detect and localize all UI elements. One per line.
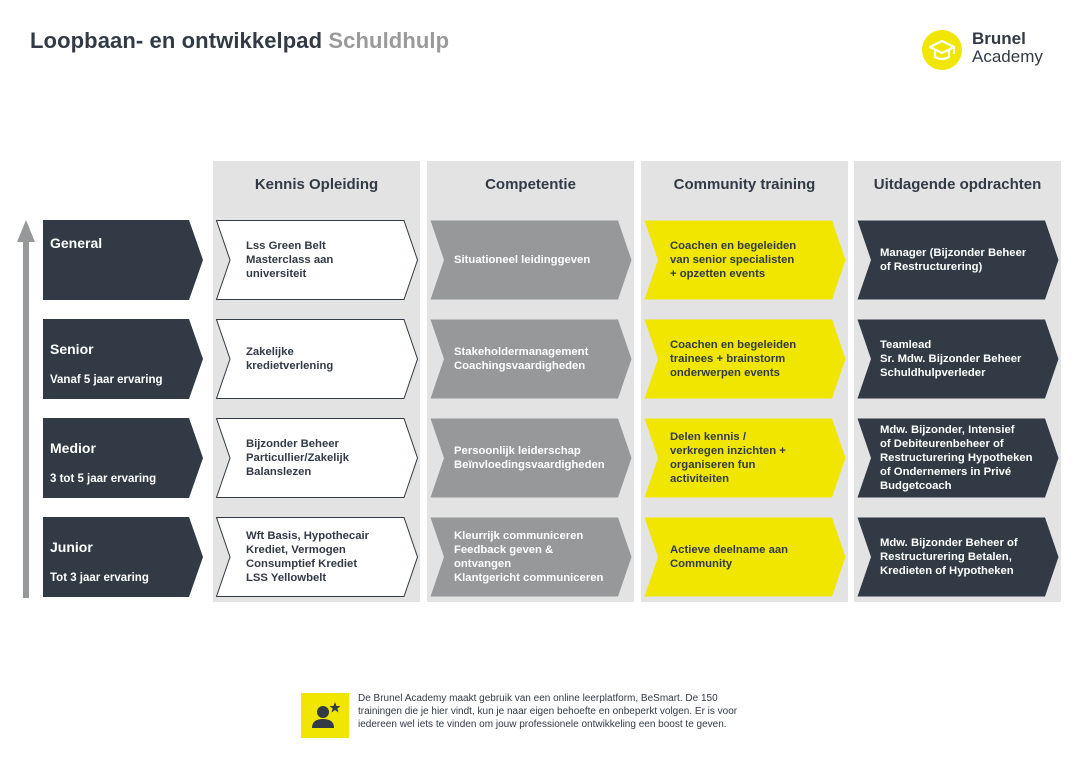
title-main: Loopbaan- en ontwikkelpad — [30, 28, 323, 53]
competentie-box — [430, 418, 632, 498]
community-box — [644, 319, 846, 399]
community-box-text: Coachen en begeleiden trainees + brainstorm onderwerpen events — [670, 339, 797, 379]
opdrachten-box — [857, 220, 1059, 300]
competentie-box-text: Stakeholdermanagement Coachingsvaardigheden — [454, 346, 589, 372]
progression-arrow-icon — [16, 220, 36, 600]
kennis-box-text: Wft Basis, Hypothecair Krediet, Vermogen Consumptief Krediet LSS Yellowbelt — [246, 530, 370, 584]
competentie-box — [430, 220, 632, 300]
competentie-box-text: Situationeel leidinggeven — [454, 254, 591, 266]
community-box — [644, 517, 846, 597]
kennis-box-text: Lss Green Belt Masterclass aan universiteit — [246, 240, 334, 280]
graduation-cap-icon — [922, 30, 962, 70]
level-general — [43, 220, 203, 300]
opdrachten-box-text: Manager (Bijzonder Beheer of Restructurering) — [880, 247, 1027, 273]
opdrachten-box — [857, 418, 1059, 498]
competentie-box-text: Kleurrijk communiceren Feedback geven & ontvangen Klantgericht communiceren — [454, 530, 604, 584]
level-experience: 3 tot 5 jaar ervaring — [50, 473, 157, 485]
level-name: Junior — [50, 539, 93, 555]
community-box-text: Delen kennis / verkregen inzichten + organiseren fun activiteiten — [670, 431, 786, 485]
level-name: Senior — [50, 341, 94, 357]
opdrachten-box-text: Mdw. Bijzonder, Intensief of Debiteurenbeheer of Restructurering Hypotheken of Ondernemers in Privé Budgetcoach — [880, 424, 1033, 492]
logo-line2: Academy — [972, 47, 1043, 66]
level-senior — [43, 319, 203, 399]
kennis-box — [216, 220, 418, 300]
opdrachten-box-text: Teamlead Sr. Mdw. Bijzonder Beheer Schuldhulpverleder — [880, 339, 1022, 379]
community-box-text: Actieve deelname aan Community — [670, 544, 789, 570]
kennis-box-text: Bijzonder Beheer Particullier/Zakelijk Balanslezen — [246, 438, 349, 478]
community-box — [644, 418, 846, 498]
column-header-competentie: Competentie — [485, 176, 576, 193]
kennis-box — [216, 418, 418, 498]
page-title — [30, 28, 449, 54]
level-name: Medior — [50, 440, 96, 456]
level-name: General — [50, 235, 103, 251]
logo-line1: Brunel — [972, 29, 1026, 48]
kennis-box — [216, 517, 418, 597]
kennis-box-text: Zakelijke kredietverlening — [246, 346, 334, 372]
footer-text: De Brunel Academy maakt gebruik van een online leerplatform, BeSmart. De 150 trainingen die je hier vindt, kun je naar eigen behoefte en onbeperkt volgen. Er is voor iedereen wel iets te vinden om jouw professionele ontwikkeling een boost te geven. — [358, 693, 738, 730]
column-header-kennis: Kennis Opleiding — [254, 176, 379, 193]
level-experience: Vanaf 5 jaar ervaring — [50, 374, 163, 386]
level-junior — [43, 517, 203, 597]
competentie-box — [430, 517, 632, 597]
opdrachten-box — [857, 517, 1059, 597]
title-accent: Schuldhulp — [328, 28, 450, 53]
brunel-academy-logo — [922, 28, 1062, 72]
community-box-text: Coachen en begeleiden van senior specialisten + opzetten events — [670, 240, 797, 280]
competentie-box-text: Persoonlijk leiderschap Beïnvloedingsvaardigheden — [454, 445, 605, 471]
opdrachten-box-text: Mdw. Bijzonder Beheer of Restructurering Betalen, Kredieten of Hypotheken — [880, 537, 1018, 577]
opdrachten-box — [857, 319, 1059, 399]
logo-text — [972, 30, 1043, 66]
column-header-opdrachten: Uitdagende opdrachten — [873, 176, 1042, 193]
community-box — [644, 220, 846, 300]
column-header-community: Community training — [673, 176, 816, 193]
competentie-box — [430, 319, 632, 399]
level-experience: Tot 3 jaar ervaring — [50, 572, 149, 584]
person-star-icon — [301, 693, 349, 738]
level-medior — [43, 418, 203, 498]
kennis-box — [216, 319, 418, 399]
